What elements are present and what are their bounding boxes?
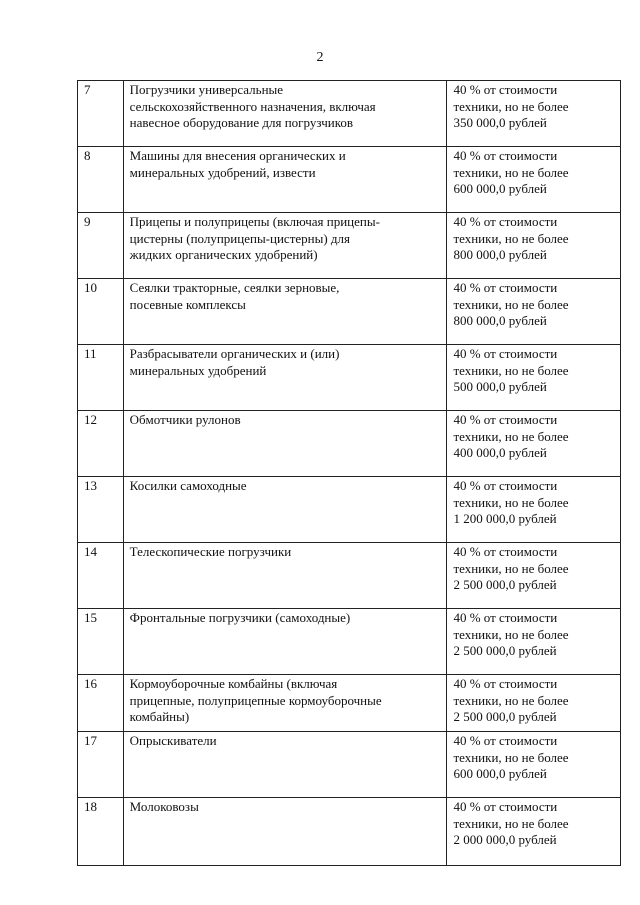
subsidy-condition: 40 % от стоимости техники, но не более 350 000,0 рублей: [447, 81, 621, 147]
row-number: 16: [78, 675, 124, 732]
table-row: [78, 732, 621, 798]
subsidy-condition: 40 % от стоимости техники, но не более 2 500 000,0 рублей: [447, 609, 621, 675]
subsidy-condition: 40 % от стоимости техники, но не более 1 200 000,0 рублей: [447, 477, 621, 543]
row-number: 9: [78, 213, 124, 279]
table-row: [78, 798, 621, 866]
row-number: 15: [78, 609, 124, 675]
row-number: 7: [78, 81, 124, 147]
equipment-name: Косилки самоходные: [123, 477, 447, 543]
subsidy-condition: 40 % от стоимости техники, но не более 400 000,0 рублей: [447, 411, 621, 477]
subsidy-condition: 40 % от стоимости техники, но не более 2 500 000,0 рублей: [447, 543, 621, 609]
equipment-table: [77, 80, 621, 866]
equipment-name: Погрузчики универсальные сельскохозяйственного назначения, включая навесное оборудование для погрузчиков: [123, 81, 447, 147]
table-row: [78, 81, 621, 147]
table-row: [78, 411, 621, 477]
equipment-name: Разбрасыватели органических и (или) минеральных удобрений: [123, 345, 447, 411]
table-row: [78, 345, 621, 411]
row-number: 12: [78, 411, 124, 477]
equipment-name: Прицепы и полуприцепы (включая прицепы- цистерны (полуприцепы-цистерны) для жидких органических удобрений): [123, 213, 447, 279]
table-row: [78, 213, 621, 279]
subsidy-condition: 40 % от стоимости техники, но не более 2 500 000,0 рублей: [447, 675, 621, 732]
subsidy-condition: 40 % от стоимости техники, но не более 600 000,0 рублей: [447, 732, 621, 798]
equipment-name: Молоковозы: [123, 798, 447, 866]
table-row: [78, 279, 621, 345]
equipment-name: Опрыскиватели: [123, 732, 447, 798]
subsidy-condition: 40 % от стоимости техники, но не более 800 000,0 рублей: [447, 213, 621, 279]
equipment-name: Кормоуборочные комбайны (включая прицепные, полуприцепные кормоуборочные комбайны): [123, 675, 447, 732]
equipment-name: Машины для внесения органических и минеральных удобрений, извести: [123, 147, 447, 213]
table-row: [78, 675, 621, 732]
row-number: 17: [78, 732, 124, 798]
equipment-name: Обмотчики рулонов: [123, 411, 447, 477]
equipment-name: Телескопические погрузчики: [123, 543, 447, 609]
row-number: 13: [78, 477, 124, 543]
table-row: [78, 147, 621, 213]
subsidy-condition: 40 % от стоимости техники, но не более 800 000,0 рублей: [447, 279, 621, 345]
subsidy-condition: 40 % от стоимости техники, но не более 600 000,0 рублей: [447, 147, 621, 213]
row-number: 8: [78, 147, 124, 213]
subsidy-condition: 40 % от стоимости техники, но не более 2 000 000,0 рублей: [447, 798, 621, 866]
row-number: 10: [78, 279, 124, 345]
equipment-name: Сеялки тракторные, сеялки зерновые, посевные комплексы: [123, 279, 447, 345]
table-row: [78, 609, 621, 675]
table-row: [78, 543, 621, 609]
row-number: 14: [78, 543, 124, 609]
subsidy-condition: 40 % от стоимости техники, но не более 500 000,0 рублей: [447, 345, 621, 411]
page-number: 2: [316, 50, 324, 65]
equipment-name: Фронтальные погрузчики (самоходные): [123, 609, 447, 675]
table-row: [78, 477, 621, 543]
row-number: 18: [78, 798, 124, 866]
row-number: 11: [78, 345, 124, 411]
